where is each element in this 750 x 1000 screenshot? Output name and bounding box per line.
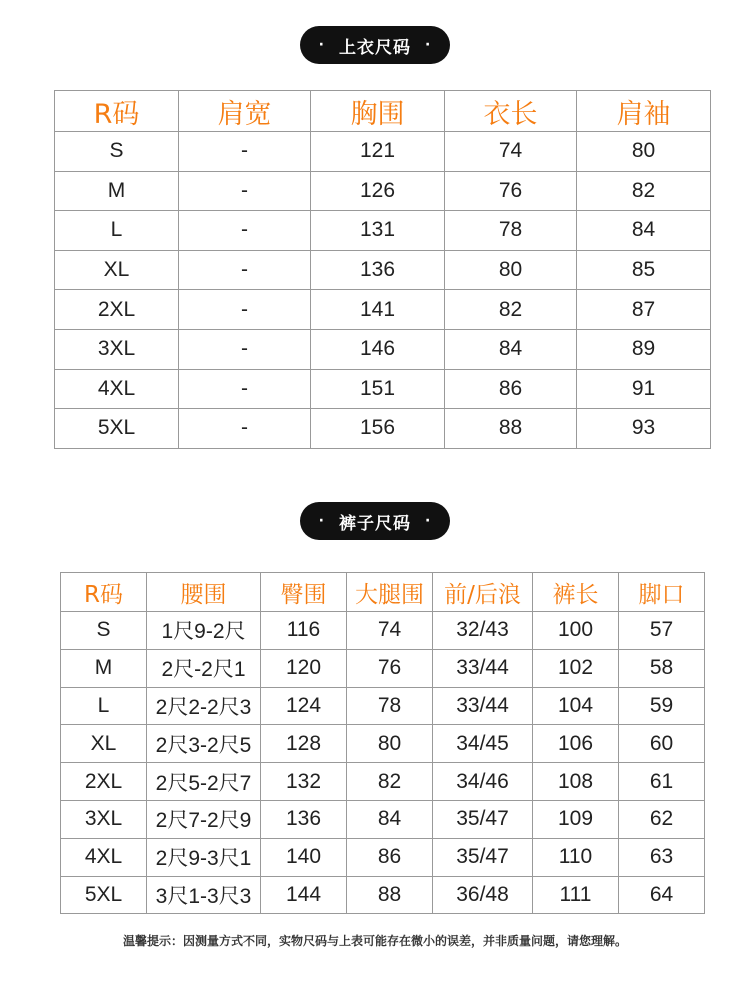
table-cell: 2尺7-2尺9 bbox=[147, 800, 261, 838]
column-header: 大腿围 bbox=[347, 573, 433, 612]
table-cell: 126 bbox=[311, 171, 445, 211]
top-title-text: 上衣尺码 bbox=[339, 37, 411, 58]
table-cell: 5XL bbox=[55, 409, 179, 449]
table-cell: 144 bbox=[261, 876, 347, 914]
column-header: 胸围 bbox=[311, 91, 445, 132]
table-cell: - bbox=[179, 250, 311, 290]
table-cell: XL bbox=[55, 250, 179, 290]
table-row bbox=[55, 171, 711, 211]
table-cell: 116 bbox=[261, 612, 347, 650]
table-cell: L bbox=[61, 687, 147, 725]
column-header: 臀围 bbox=[261, 573, 347, 612]
table-cell: 110 bbox=[533, 838, 619, 876]
table-cell: 78 bbox=[445, 211, 577, 251]
table-cell: 4XL bbox=[61, 838, 147, 876]
table-cell: - bbox=[179, 290, 311, 330]
column-header: 衣长 bbox=[445, 91, 577, 132]
table-cell: 124 bbox=[261, 687, 347, 725]
table-row bbox=[55, 369, 711, 409]
table-cell: 3XL bbox=[55, 329, 179, 369]
table-cell: 62 bbox=[619, 800, 705, 838]
table-row bbox=[61, 763, 705, 801]
table-row bbox=[61, 800, 705, 838]
table-cell: S bbox=[61, 612, 147, 650]
table-row bbox=[55, 409, 711, 449]
table-cell: 136 bbox=[261, 800, 347, 838]
table-cell: 34/45 bbox=[433, 725, 533, 763]
table-cell: 2XL bbox=[61, 763, 147, 801]
table-cell: 1尺9-2尺 bbox=[147, 612, 261, 650]
footnote-text: 温馨提示：因测量方式不同，实物尺码与上表可能存在微小的误差，并非质量问题，请您理解。 bbox=[122, 934, 627, 948]
top-size-table bbox=[54, 90, 711, 449]
table-cell: 136 bbox=[311, 250, 445, 290]
table-cell: 57 bbox=[619, 612, 705, 650]
bottom-size-table bbox=[60, 572, 705, 914]
table-row bbox=[61, 687, 705, 725]
table-cell: 86 bbox=[347, 838, 433, 876]
table-cell: 80 bbox=[445, 250, 577, 290]
table-cell: 111 bbox=[533, 876, 619, 914]
table-row bbox=[61, 649, 705, 687]
table-cell: 36/48 bbox=[433, 876, 533, 914]
table-cell: - bbox=[179, 369, 311, 409]
title-dot-left: · bbox=[318, 37, 325, 53]
table-cell: L bbox=[55, 211, 179, 251]
table-cell: - bbox=[179, 211, 311, 251]
table-cell: 108 bbox=[533, 763, 619, 801]
table-cell: 2尺5-2尺7 bbox=[147, 763, 261, 801]
table-cell: 104 bbox=[533, 687, 619, 725]
table-cell: 102 bbox=[533, 649, 619, 687]
column-header: 肩袖 bbox=[577, 91, 711, 132]
table-cell: 4XL bbox=[55, 369, 179, 409]
top-table-body bbox=[55, 132, 711, 449]
table-cell: 82 bbox=[445, 290, 577, 330]
table-cell: 82 bbox=[347, 763, 433, 801]
table-cell: 80 bbox=[347, 725, 433, 763]
table-cell: 100 bbox=[533, 612, 619, 650]
table-cell: 3XL bbox=[61, 800, 147, 838]
column-header: 肩宽 bbox=[179, 91, 311, 132]
table-cell: 93 bbox=[577, 409, 711, 449]
table-cell: 82 bbox=[577, 171, 711, 211]
table-cell: 121 bbox=[311, 132, 445, 172]
table-cell: 86 bbox=[445, 369, 577, 409]
table-row bbox=[61, 725, 705, 763]
table-cell: 64 bbox=[619, 876, 705, 914]
table-cell: 109 bbox=[533, 800, 619, 838]
table-cell: - bbox=[179, 132, 311, 172]
table-cell: 84 bbox=[445, 329, 577, 369]
table-cell: 156 bbox=[311, 409, 445, 449]
table-cell: M bbox=[61, 649, 147, 687]
table-cell: 5XL bbox=[61, 876, 147, 914]
table-cell: 76 bbox=[347, 649, 433, 687]
table-cell: 61 bbox=[619, 763, 705, 801]
table-cell: 34/46 bbox=[433, 763, 533, 801]
table-cell: 91 bbox=[577, 369, 711, 409]
bottom-section-title bbox=[300, 502, 450, 540]
column-header: 腰围 bbox=[147, 573, 261, 612]
table-cell: 2尺9-3尺1 bbox=[147, 838, 261, 876]
title-dot-right: · bbox=[425, 513, 432, 529]
table-cell: 131 bbox=[311, 211, 445, 251]
table-row bbox=[55, 290, 711, 330]
table-cell: 58 bbox=[619, 649, 705, 687]
table-cell: 106 bbox=[533, 725, 619, 763]
table-cell: 33/44 bbox=[433, 687, 533, 725]
table-cell: 2XL bbox=[55, 290, 179, 330]
table-cell: 2尺-2尺1 bbox=[147, 649, 261, 687]
table-cell: 35/47 bbox=[433, 838, 533, 876]
table-cell: 151 bbox=[311, 369, 445, 409]
table-row bbox=[61, 876, 705, 914]
table-cell: - bbox=[179, 171, 311, 211]
title-dot-left: · bbox=[318, 513, 325, 529]
column-header: 脚口 bbox=[619, 573, 705, 612]
table-row bbox=[61, 612, 705, 650]
top-header-row bbox=[55, 91, 711, 132]
table-cell: 141 bbox=[311, 290, 445, 330]
table-cell: 120 bbox=[261, 649, 347, 687]
table-cell: 85 bbox=[577, 250, 711, 290]
table-cell: - bbox=[179, 409, 311, 449]
column-header: 裤长 bbox=[533, 573, 619, 612]
table-cell: 84 bbox=[577, 211, 711, 251]
table-row bbox=[55, 132, 711, 172]
title-dot-right: · bbox=[425, 37, 432, 53]
table-cell: 88 bbox=[445, 409, 577, 449]
table-cell: 87 bbox=[577, 290, 711, 330]
table-cell: 33/44 bbox=[433, 649, 533, 687]
table-cell: 88 bbox=[347, 876, 433, 914]
top-section-title bbox=[300, 26, 450, 64]
column-header: R码 bbox=[55, 91, 179, 132]
table-cell: 78 bbox=[347, 687, 433, 725]
table-cell: 146 bbox=[311, 329, 445, 369]
table-cell: 128 bbox=[261, 725, 347, 763]
table-row bbox=[55, 211, 711, 251]
table-cell: 140 bbox=[261, 838, 347, 876]
table-cell: - bbox=[179, 329, 311, 369]
table-cell: S bbox=[55, 132, 179, 172]
table-row bbox=[55, 250, 711, 290]
table-cell: XL bbox=[61, 725, 147, 763]
bottom-title-text: 裤子尺码 bbox=[339, 513, 411, 534]
table-cell: 59 bbox=[619, 687, 705, 725]
table-cell: 76 bbox=[445, 171, 577, 211]
table-cell: 2尺2-2尺3 bbox=[147, 687, 261, 725]
table-cell: 74 bbox=[347, 612, 433, 650]
table-cell: 74 bbox=[445, 132, 577, 172]
table-cell: 2尺3-2尺5 bbox=[147, 725, 261, 763]
table-cell: 80 bbox=[577, 132, 711, 172]
table-cell: 84 bbox=[347, 800, 433, 838]
table-row bbox=[55, 329, 711, 369]
table-cell: 32/43 bbox=[433, 612, 533, 650]
bottom-header-row bbox=[61, 573, 705, 612]
table-cell: 89 bbox=[577, 329, 711, 369]
column-header: 前/后浪 bbox=[433, 573, 533, 612]
table-row bbox=[61, 838, 705, 876]
table-cell: 3尺1-3尺3 bbox=[147, 876, 261, 914]
table-cell: 63 bbox=[619, 838, 705, 876]
table-cell: 132 bbox=[261, 763, 347, 801]
bottom-table-body bbox=[61, 612, 705, 914]
column-header: R码 bbox=[61, 573, 147, 612]
table-cell: 35/47 bbox=[433, 800, 533, 838]
table-cell: M bbox=[55, 171, 179, 211]
table-cell: 60 bbox=[619, 725, 705, 763]
